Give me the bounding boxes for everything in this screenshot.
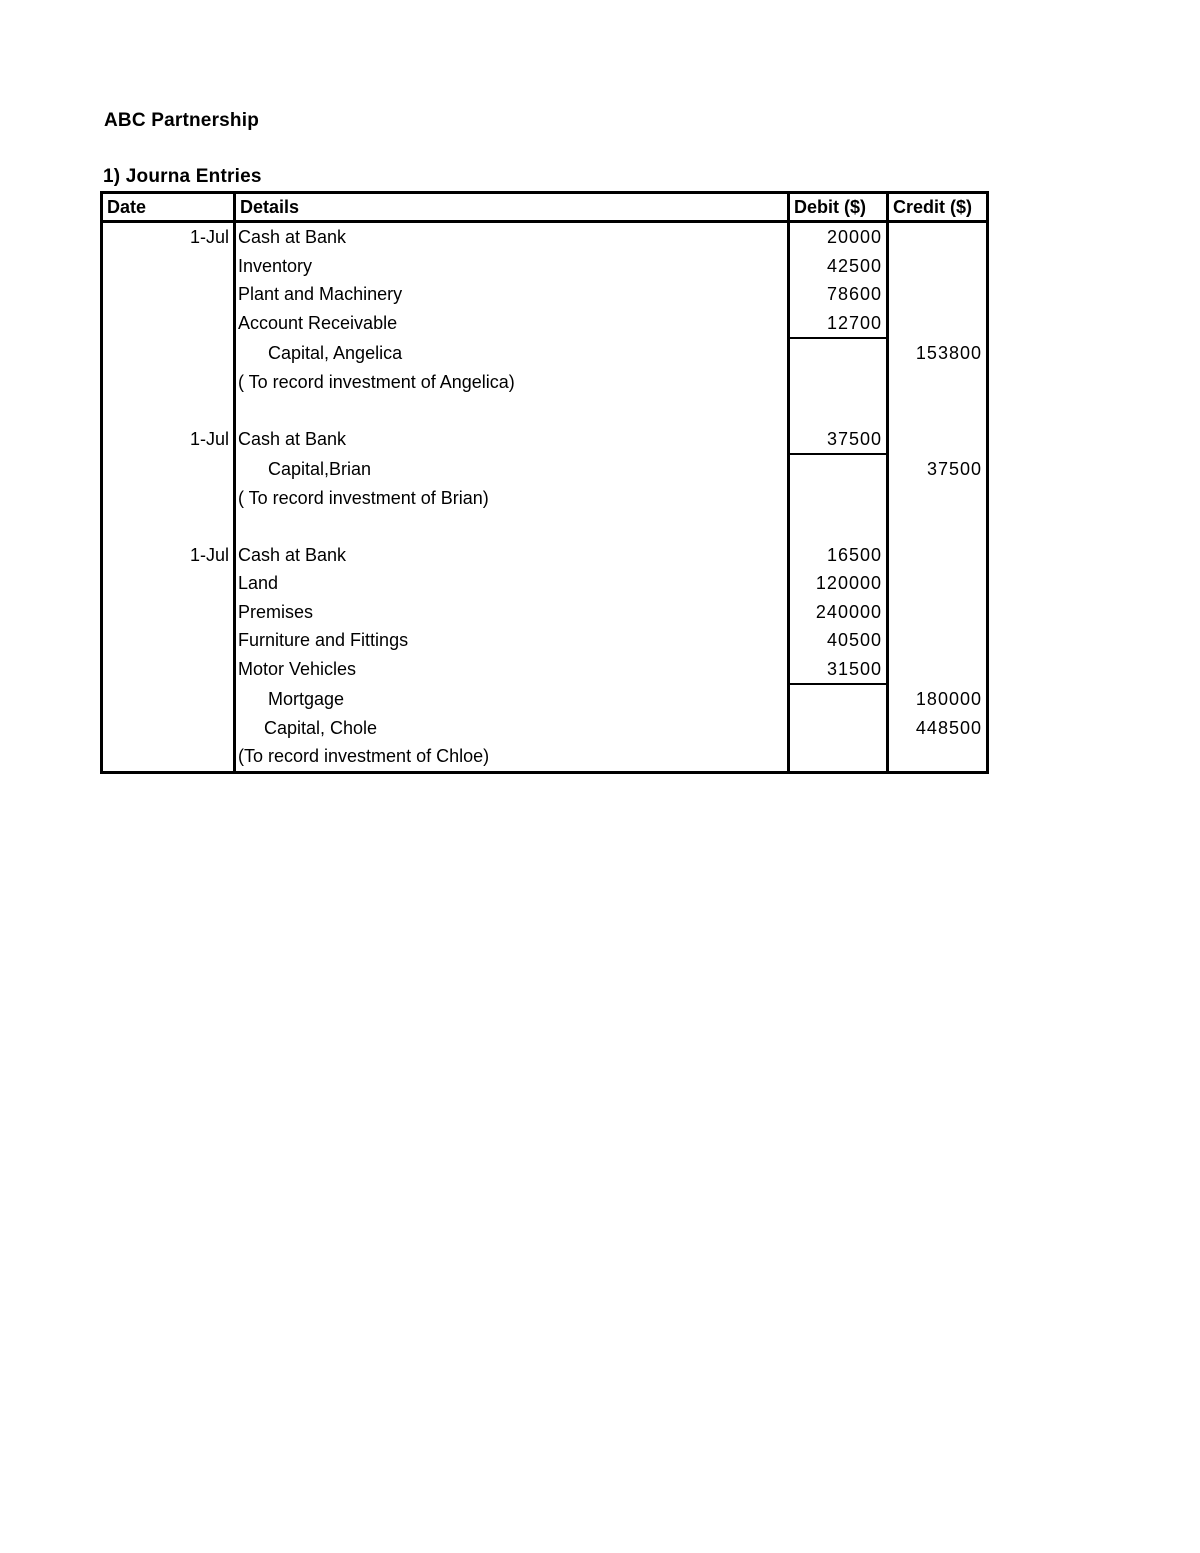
table-row xyxy=(102,484,988,513)
details-cell xyxy=(235,396,789,425)
debit-cell xyxy=(789,484,888,513)
date-cell xyxy=(102,252,235,281)
table-row xyxy=(102,338,988,368)
date-cell xyxy=(102,454,235,484)
debit-cell: 240000 xyxy=(789,598,888,627)
details-cell: Capital,Brian xyxy=(235,454,789,484)
details-header: Details xyxy=(235,193,789,222)
debit-cell xyxy=(789,684,888,714)
details-cell: Capital, Angelica xyxy=(235,338,789,368)
date-cell xyxy=(102,626,235,655)
table-row xyxy=(102,222,988,252)
date-cell xyxy=(102,655,235,685)
credit-cell xyxy=(888,598,988,627)
details-cell: Cash at Bank xyxy=(235,541,789,570)
credit-cell xyxy=(888,396,988,425)
debit-cell xyxy=(789,714,888,743)
credit-cell xyxy=(888,626,988,655)
table-row xyxy=(102,541,988,570)
document-title: ABC Partnership xyxy=(104,110,260,131)
date-cell xyxy=(102,368,235,397)
debit-cell xyxy=(789,512,888,541)
table-row xyxy=(102,396,988,425)
debit-cell: 42500 xyxy=(789,252,888,281)
table-row xyxy=(102,714,988,743)
details-cell: Account Receivable xyxy=(235,309,789,339)
credit-cell xyxy=(888,541,988,570)
credit-cell xyxy=(888,368,988,397)
debit-cell: 120000 xyxy=(789,569,888,598)
debit-cell: 16500 xyxy=(789,541,888,570)
debit-header: Debit ($) xyxy=(789,193,888,222)
table-row xyxy=(102,368,988,397)
date-cell xyxy=(102,714,235,743)
date-cell xyxy=(102,280,235,309)
date-cell: 1-Jul xyxy=(102,425,235,455)
debit-cell xyxy=(789,396,888,425)
debit-cell: 40500 xyxy=(789,626,888,655)
details-cell: Motor Vehicles xyxy=(235,655,789,685)
table-row xyxy=(102,569,988,598)
details-cell: Mortgage xyxy=(235,684,789,714)
credit-cell xyxy=(888,280,988,309)
date-cell xyxy=(102,484,235,513)
date-cell xyxy=(102,569,235,598)
table-row xyxy=(102,309,988,339)
credit-cell xyxy=(888,569,988,598)
debit-cell xyxy=(789,742,888,772)
details-cell: Land xyxy=(235,569,789,598)
credit-cell xyxy=(888,512,988,541)
details-cell: ( To record investment of Brian) xyxy=(235,484,789,513)
credit-cell xyxy=(888,309,988,339)
date-cell: 1-Jul xyxy=(102,541,235,570)
details-cell: Cash at Bank xyxy=(235,425,789,455)
debit-cell xyxy=(789,368,888,397)
details-cell: (To record investment of Chloe) xyxy=(235,742,789,772)
date-header: Date xyxy=(102,193,235,222)
details-cell: Capital, Chole xyxy=(235,714,789,743)
credit-header: Credit ($) xyxy=(888,193,988,222)
credit-cell: 37500 xyxy=(888,454,988,484)
credit-cell xyxy=(888,222,988,252)
table-row xyxy=(102,512,988,541)
credit-cell: 153800 xyxy=(888,338,988,368)
date-cell xyxy=(102,338,235,368)
debit-cell: 37500 xyxy=(789,425,888,455)
table-row xyxy=(102,252,988,281)
debit-cell xyxy=(789,338,888,368)
debit-cell xyxy=(789,454,888,484)
credit-cell xyxy=(888,742,988,772)
date-cell xyxy=(102,598,235,627)
details-cell: Inventory xyxy=(235,252,789,281)
details-cell: Premises xyxy=(235,598,789,627)
section-title: 1) Journa Entries xyxy=(103,166,262,187)
journal-entries-table xyxy=(100,191,989,774)
details-cell: Furniture and Fittings xyxy=(235,626,789,655)
table-row xyxy=(102,280,988,309)
debit-cell: 20000 xyxy=(789,222,888,252)
date-cell xyxy=(102,396,235,425)
date-cell xyxy=(102,512,235,541)
credit-cell xyxy=(888,425,988,455)
details-cell: Plant and Machinery xyxy=(235,280,789,309)
table-row xyxy=(102,742,988,772)
credit-cell: 180000 xyxy=(888,684,988,714)
credit-cell xyxy=(888,655,988,685)
table-row xyxy=(102,454,988,484)
debit-cell: 12700 xyxy=(789,309,888,339)
date-cell xyxy=(102,684,235,714)
credit-cell xyxy=(888,252,988,281)
table-row xyxy=(102,425,988,455)
credit-cell: 448500 xyxy=(888,714,988,743)
date-cell: 1-Jul xyxy=(102,222,235,252)
date-cell xyxy=(102,742,235,772)
details-cell: ( To record investment of Angelica) xyxy=(235,368,789,397)
table-row xyxy=(102,684,988,714)
table-row xyxy=(102,626,988,655)
credit-cell xyxy=(888,484,988,513)
debit-cell: 78600 xyxy=(789,280,888,309)
debit-cell: 31500 xyxy=(789,655,888,685)
table-row xyxy=(102,655,988,685)
table-row xyxy=(102,598,988,627)
header-row xyxy=(102,193,988,222)
details-cell xyxy=(235,512,789,541)
date-cell xyxy=(102,309,235,339)
details-cell: Cash at Bank xyxy=(235,222,789,252)
